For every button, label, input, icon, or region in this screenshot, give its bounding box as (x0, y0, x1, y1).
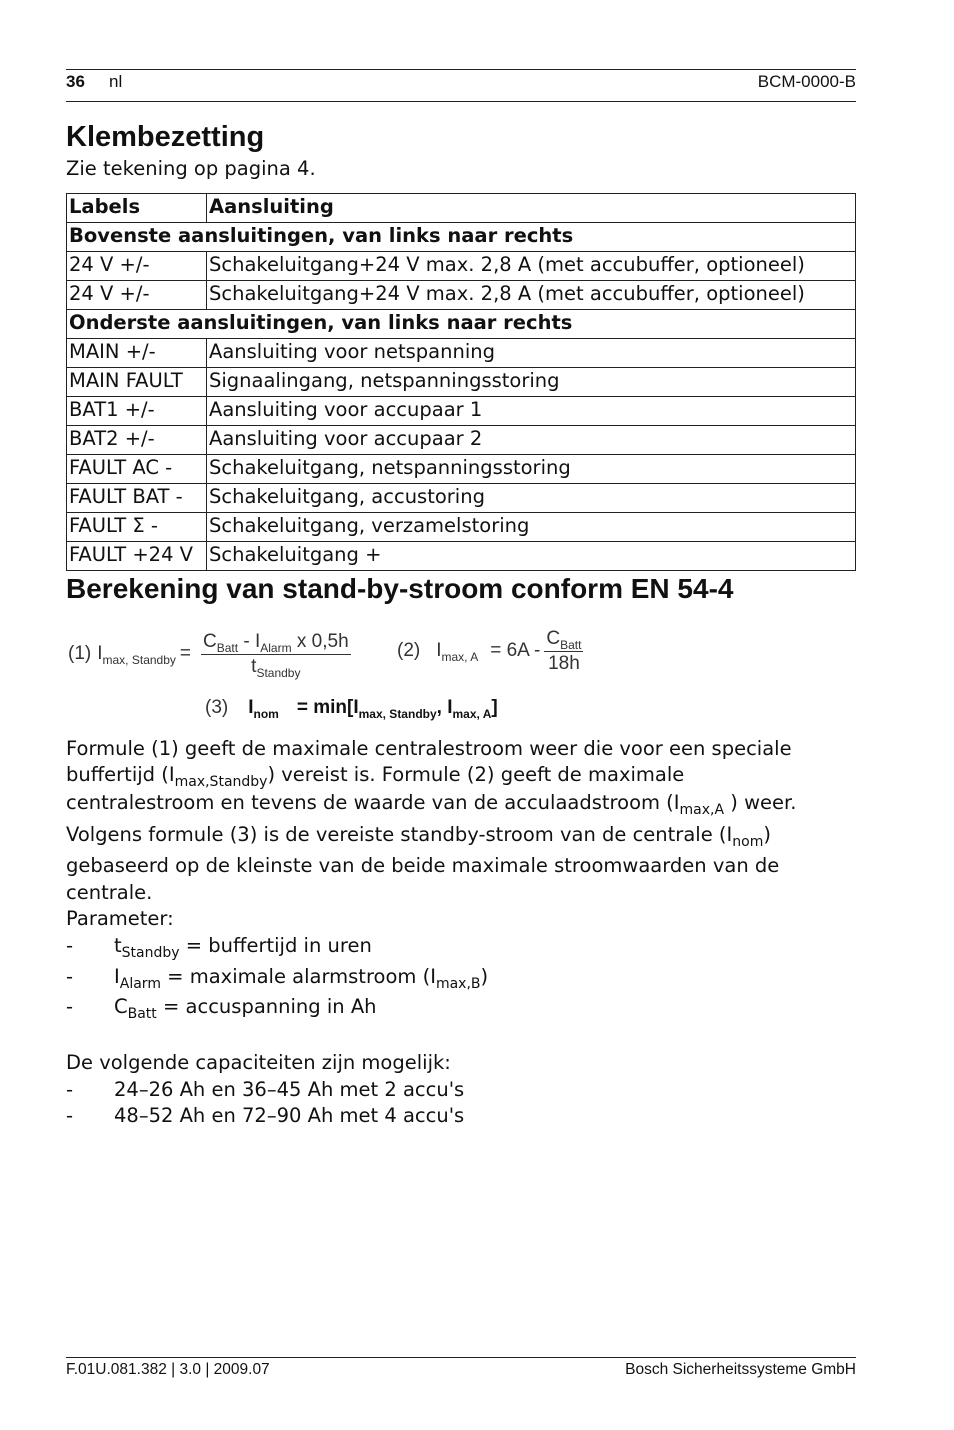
table-cell-label: BAT2 +/- (67, 426, 207, 455)
formula-3-symbol: I (248, 697, 254, 718)
parameter-tail: ) (480, 965, 489, 988)
table-section-row (67, 223, 856, 252)
formula-1-label: (1) (68, 643, 92, 664)
parameter-text (114, 933, 372, 959)
formula-1-symbol: I (97, 643, 103, 664)
table-row (67, 339, 856, 368)
paragraph-text: centralestroom en tevens de waarde van de acculaadstroom (I (66, 791, 680, 814)
table-row (67, 542, 856, 571)
list-item (66, 994, 856, 1022)
formula-1-equals: = (179, 643, 191, 664)
table-row (67, 252, 856, 281)
parameter-symbol: t (114, 934, 122, 957)
table-cell-description: Schakeluitgang, accustoring (207, 484, 856, 513)
paragraph-subscript: max,Standby (174, 773, 268, 790)
formula-2 (397, 626, 583, 676)
terminal-table (66, 193, 856, 571)
table-cell-description: Schakeluitgang, netspanningsstoring (207, 455, 856, 484)
table-cell-label: FAULT +24 V (67, 542, 207, 571)
paragraph-text: ) (763, 823, 771, 846)
formula-2-symbol: I (436, 640, 442, 661)
table-cell-label: 24 V +/- (67, 252, 207, 281)
table-row (67, 426, 856, 455)
paragraph-line (66, 822, 856, 853)
table-cell-label: FAULT BAT - (67, 484, 207, 513)
paragraph-text: ) weer. (724, 791, 797, 814)
formula-1-num-i-sub: Alarm (260, 640, 292, 655)
paragraph-text: ) vereist is. Formule (2) geeft de maximale (267, 763, 685, 786)
paragraph-line: centrale. (66, 881, 153, 904)
formula-1-den-sub: Standby (256, 665, 301, 680)
table-cell-label: 24 V +/- (67, 281, 207, 310)
paragraph-text: buffertijd (I (66, 763, 175, 786)
paragraph-subscript: nom (732, 833, 764, 850)
footer-doc-info: F.01U.081.382 | 3.0 | 2009.07 (66, 1361, 270, 1378)
formula-1-subscript: max, Standby (102, 652, 176, 667)
table-cell-label: BAT1 +/- (67, 397, 207, 426)
list-dash: - (66, 965, 74, 988)
formula-3-subscript: nom (253, 706, 279, 721)
paragraph-line: gebaseerd op de kleinste van de beide maximale stroomwaarden van de (66, 854, 780, 877)
formula-2-num-c-sub: Batt (560, 637, 582, 652)
table-row (67, 513, 856, 542)
table-cell-description: Schakeluitgang + (207, 542, 856, 571)
table-cell-label: MAIN +/- (67, 339, 207, 368)
formula-2-num-c: C (546, 627, 561, 649)
formula-3-label: (3) (205, 697, 229, 718)
formula-1-num-i: - I (238, 630, 261, 652)
paragraph-subscript: max,A (679, 801, 725, 818)
list-item (66, 1077, 856, 1103)
list-item (66, 1103, 856, 1129)
parameter-text (114, 964, 488, 990)
formula-explanation (66, 736, 856, 906)
table-row (67, 397, 856, 426)
table-section-heading: Onderste aansluitingen, van links naar rechts (67, 310, 856, 339)
table-cell-description: Schakeluitgang+24 V max. 2,8 A (met accubuffer, optioneel) (207, 281, 856, 310)
list-dash: - (66, 1104, 74, 1127)
formula-1-den-t: t (251, 655, 257, 677)
capacity-text: 48–52 Ah en 72–90 Ah met 4 accu's (114, 1104, 465, 1127)
formula-3-end: ] (491, 697, 498, 718)
parameter-subscript: Alarm (119, 975, 161, 992)
formula-3-sub-2: max, A (452, 706, 492, 721)
table-cell-description: Aansluiting voor accupaar 2 (207, 426, 856, 455)
table-cell-description: Signaalingang, netspanningsstoring (207, 368, 856, 397)
section-title-klembezetting: Klembezetting (66, 121, 265, 153)
language-code: nl (109, 72, 123, 91)
parameter-subscript: Batt (127, 1005, 157, 1022)
table-section-row (67, 310, 856, 339)
formula-1-num-tail: x 0,5h (291, 630, 349, 652)
section-title-berekening: Berekening van stand-by-stroom conform EN 54-4 (66, 573, 734, 604)
formula-1-num-c-sub: Batt (216, 640, 239, 655)
formula-1 (68, 626, 351, 682)
parameter-label: Parameter: (66, 907, 174, 930)
parameter-description: = buffertijd in uren (179, 934, 372, 957)
formula-2-label: (2) (397, 640, 421, 661)
table-cell-label: FAULT Σ - (67, 513, 207, 542)
paragraph-line: Formule (1) geeft de maximale centralestroom weer die voor een speciale (66, 737, 792, 760)
formula-1-fraction (201, 631, 351, 678)
parameter-text (114, 994, 377, 1020)
capacities-intro: De volgende capaciteiten zijn mogelijk: (66, 1051, 451, 1074)
table-cell-label: FAULT AC - (67, 455, 207, 484)
formula-2-mid: = 6A - (490, 640, 541, 661)
list-dash: - (66, 995, 74, 1018)
page-number: 36 (66, 72, 85, 91)
paragraph-line (66, 762, 856, 790)
paragraph-text: Volgens formule (3) is de vereiste standby-stroom van de centrale (I (66, 823, 733, 846)
list-item (66, 964, 856, 992)
capacity-text: 24–26 Ah en 36–45 Ah met 2 accu's (114, 1078, 465, 1101)
parameter-subscript: Standby (121, 944, 180, 961)
list-dash: - (66, 1078, 74, 1101)
table-row (67, 281, 856, 310)
formula-2-subscript: max, A (441, 649, 479, 664)
list-dash: - (66, 934, 74, 957)
parameter-description: = maximale alarmstroom (I (160, 965, 436, 988)
list-item (66, 933, 856, 961)
table-row (67, 455, 856, 484)
table-header-row (67, 194, 856, 223)
footer-rule (66, 1357, 856, 1358)
table-cell-description: Schakeluitgang+24 V max. 2,8 A (met accubuffer, optioneel) (207, 252, 856, 281)
column-header-labels: Labels (67, 194, 207, 223)
header-top-rule (66, 69, 856, 70)
formula-2-den: 18h (548, 652, 580, 674)
document-code: BCM-0000-B (757, 72, 856, 91)
table-section-heading: Bovenste aansluitingen, van links naar rechts (67, 223, 856, 252)
table-cell-description: Aansluiting voor accupaar 1 (207, 397, 856, 426)
column-header-aansluiting: Aansluiting (207, 194, 856, 223)
table-row (67, 368, 856, 397)
parameter-symbol: C (114, 995, 128, 1018)
table-row (67, 484, 856, 513)
formula-3-comma: , I (436, 697, 453, 718)
parameter-description: = accuspanning in Ah (156, 995, 377, 1018)
header-bottom-rule (66, 101, 856, 102)
table-cell-label: MAIN FAULT (67, 368, 207, 397)
parameter-symbol: I (114, 965, 120, 988)
table-cell-description: Schakeluitgang, verzamelstoring (207, 513, 856, 542)
formula-3-sub-1: max, Standby (358, 706, 437, 721)
table-cell-description: Aansluiting voor netspanning (207, 339, 856, 368)
formula-2-fraction (544, 628, 583, 675)
footer-company: Bosch Sicherheitssysteme GmbH (625, 1361, 856, 1378)
parameter-subscript: max,B (435, 975, 481, 992)
formula-3-min: = min[I (296, 697, 359, 718)
formula-1-num-c: C (203, 630, 217, 652)
section-intro: Zie tekening op pagina 4. (66, 157, 316, 180)
paragraph-line (66, 790, 856, 822)
formula-3 (205, 692, 498, 724)
